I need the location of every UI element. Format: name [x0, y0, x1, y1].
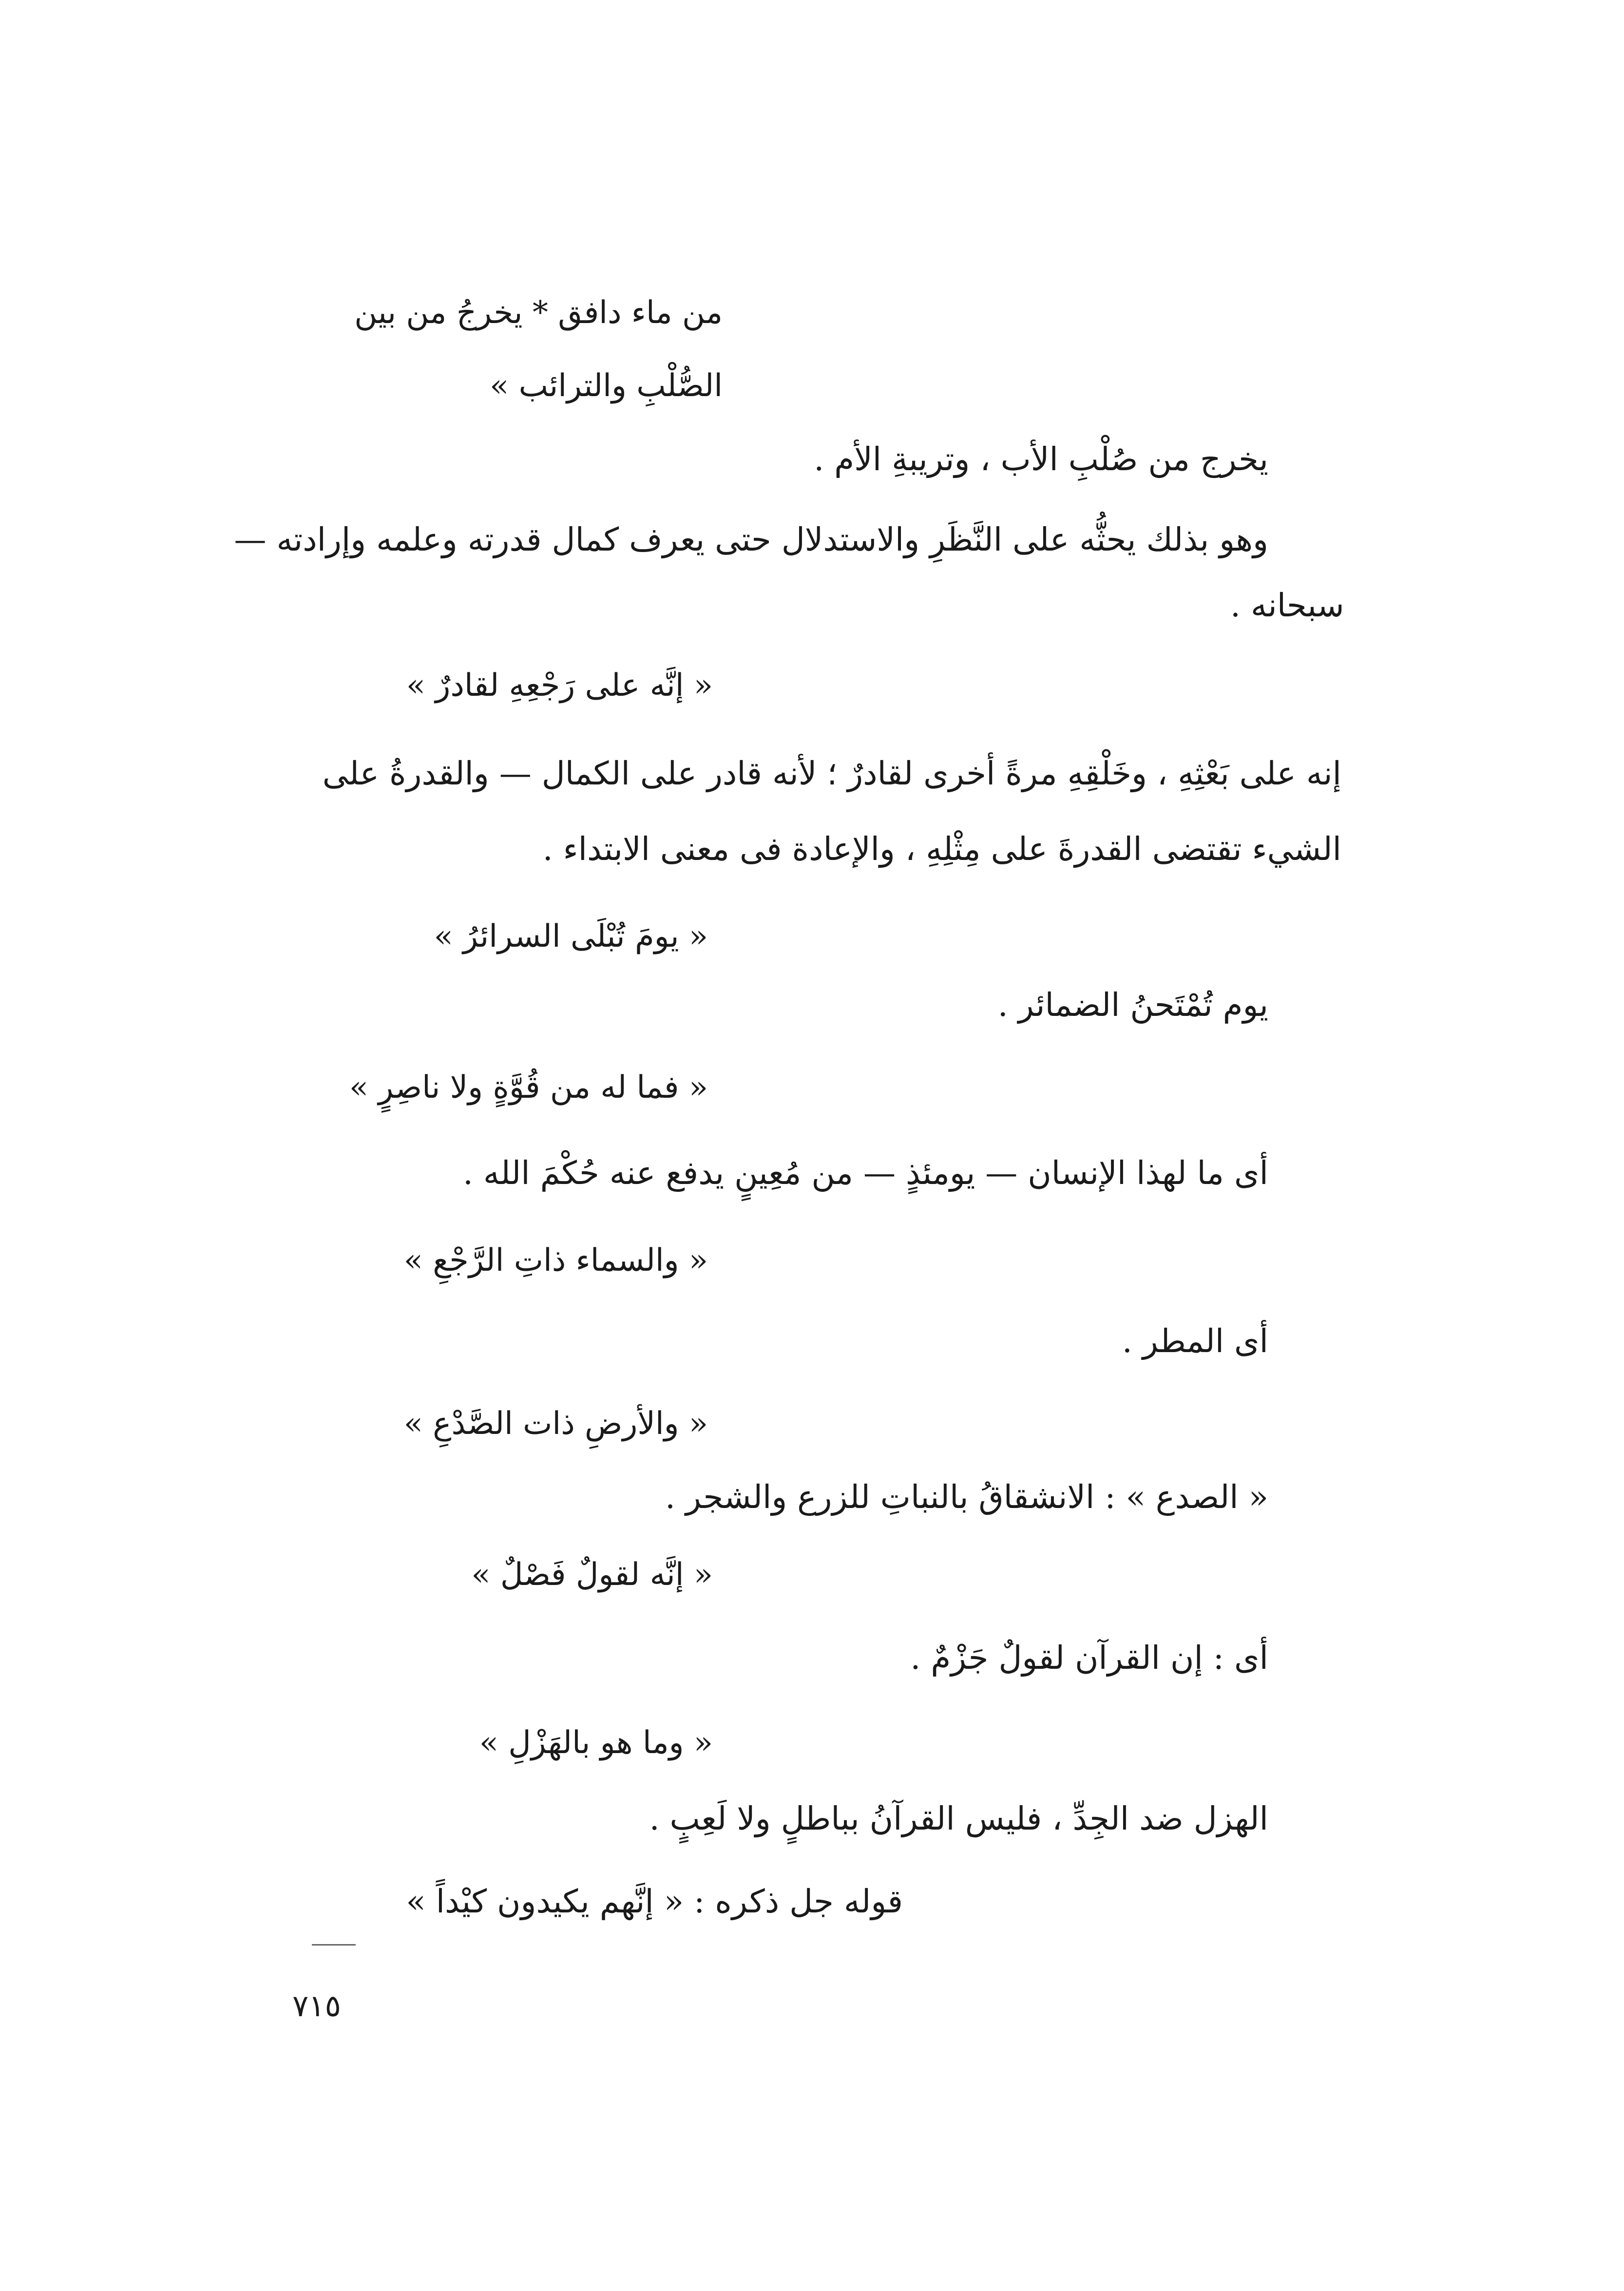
verse-line: من ماء دافق * يخرجُ من بين: [354, 295, 723, 331]
verse-line: « والسماء ذاتِ الرَّجْعِ »: [403, 1242, 708, 1279]
commentary-line: أى ما لهذا الإنسان — يومئذٍ — من مُعِينٍ يدفع عنه حُكْمَ الله .: [462, 1154, 1268, 1192]
page-number: ٧١٥: [292, 1988, 341, 2024]
verse-line: « وما هو بالهَزْلِ »: [479, 1725, 713, 1761]
commentary-line: أى المطر .: [1122, 1322, 1268, 1360]
verse-line: « والأرضِ ذات الصَّدْعِ »: [403, 1406, 708, 1442]
verse-line: « إنَّه على رَجْعِهِ لقادرٌ »: [406, 668, 713, 704]
commentary-line: يوم تُمْتَحنُ الضمائر .: [997, 986, 1268, 1024]
footer-rule: [312, 1944, 356, 1946]
commentary-line: يخرج من صُلْبِ الأب ، وتريبةِ الأم .: [814, 440, 1268, 478]
verse-line: « إنَّه لقولٌ فَصْلٌ »: [471, 1557, 713, 1593]
commentary-line: قوله جل ذكره : « إنَّهم يكيدون كيْداً »: [406, 1883, 903, 1920]
commentary-line: الهزل ضد الجِدِّ ، فليس القرآنُ بباطلٍ ولا لَعِبٍ .: [649, 1800, 1268, 1837]
commentary-line: سبحانه .: [1230, 587, 1344, 624]
commentary-line: أى : إن القرآن لقولٌ جَزْمٌ .: [910, 1639, 1268, 1677]
verse-line: الصُّلْبِ والترائب »: [490, 368, 723, 404]
commentary-line: « الصدع » : الانشقاقُ بالنباتِ للزرع والشجر .: [665, 1478, 1268, 1516]
verse-line: « يومَ تُبْلَى السرائرُ »: [434, 918, 708, 955]
verse-line: « فما له من قُوَّةٍ ولا ناصِرٍ »: [349, 1069, 708, 1106]
commentary-line: الشيء تقتضى القدرةَ على مِثْلِهِ ، والإعادة فى معنى الابتداء .: [542, 830, 1341, 868]
commentary-line: إنه على بَعْثِهِ ، وخَلْقِهِ مرةً أخرى لقادرٌ ؛ لأنه قادر على الكمال — والقدرةُ على: [322, 755, 1341, 792]
commentary-line: وهو بذلك يحثُّه على النَّظَرِ والاستدلال حتى يعرف كمال قدرته وعلمه وإرادته —: [234, 521, 1268, 558]
